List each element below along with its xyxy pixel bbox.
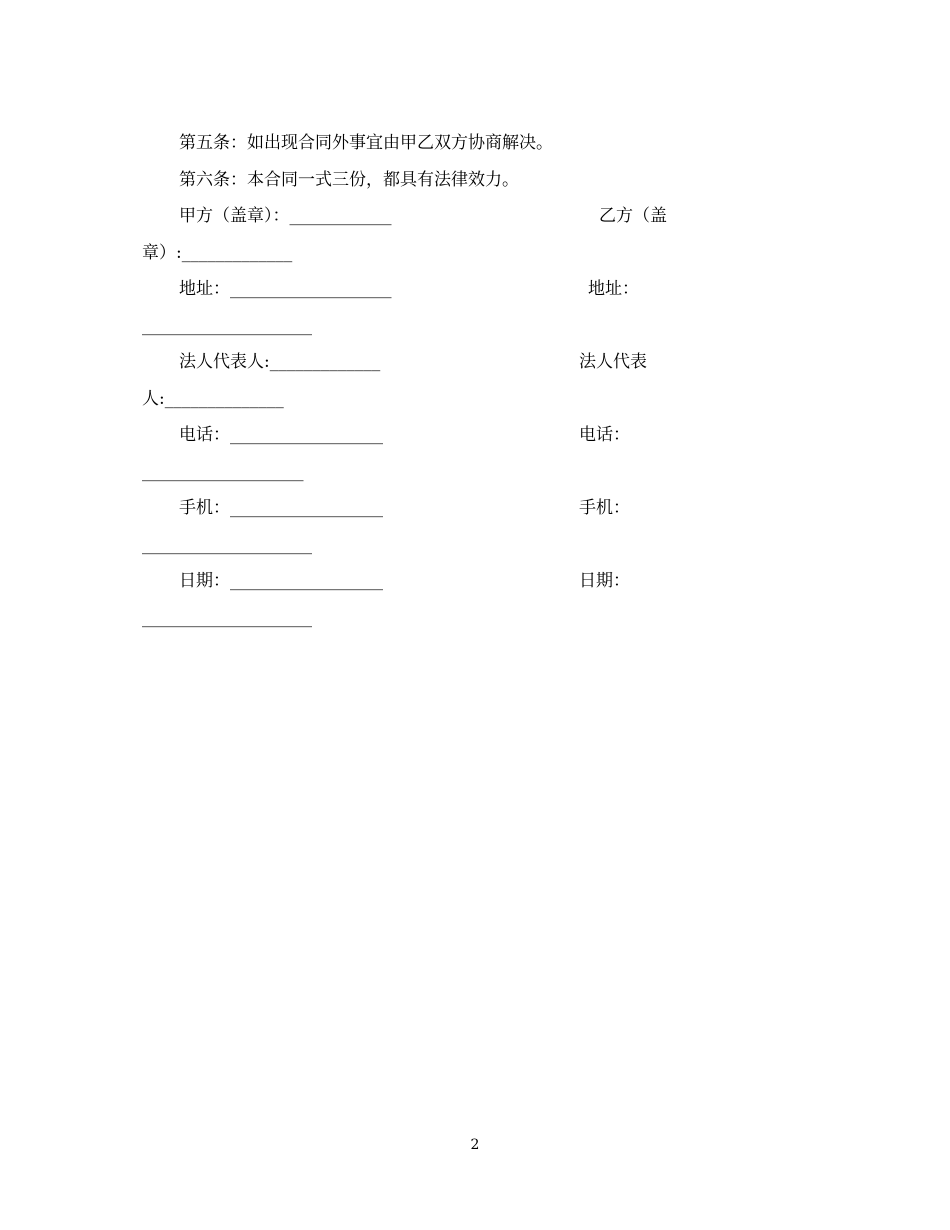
party-b-phone-blank: ___________________ <box>142 462 304 482</box>
party-b-address-label: 地址： <box>588 279 639 299</box>
party-b-date-blank: ____________________ <box>142 608 312 628</box>
party-b-phone-label: 电话： <box>579 425 630 445</box>
party-b-mobile-label: 手机： <box>579 498 630 518</box>
party-a-seal: 甲方（盖章）：____________ <box>179 206 392 226</box>
party-b-date-label: 日期： <box>579 571 630 591</box>
party-a-date: 日期：__________________ <box>179 571 383 591</box>
party-b-mobile-blank: ____________________ <box>142 535 312 555</box>
party-a-legal-rep: 法人代表人:_____________ <box>179 352 381 372</box>
party-b-seal-part1: 乙方（盖 <box>599 206 667 226</box>
clause-6: 第六条：本合同一式三份，都具有法律效力。 <box>179 170 519 190</box>
party-a-mobile: 手机：__________________ <box>179 498 383 518</box>
party-b-legal-rep-part2: 人:______________ <box>142 389 284 409</box>
party-b-address-blank: ____________________ <box>142 316 312 336</box>
party-b-seal-part2: 章）:_____________ <box>142 243 293 263</box>
clause-5: 第五条：如出现合同外事宜由甲乙双方协商解决。 <box>179 133 553 153</box>
page-number: 2 <box>470 1137 480 1153</box>
party-a-phone: 电话：__________________ <box>179 425 383 445</box>
party-a-address: 地址：___________________ <box>179 279 392 299</box>
party-b-legal-rep-part1: 法人代表 <box>579 352 647 372</box>
